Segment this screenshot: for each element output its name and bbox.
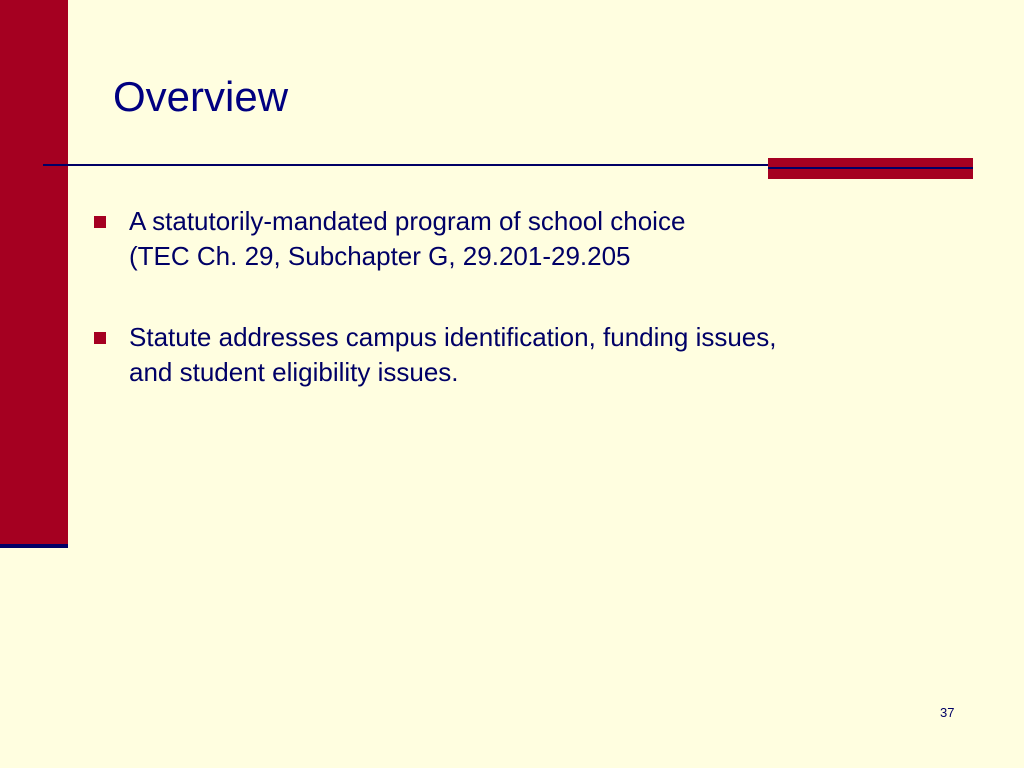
bullet-text-line: (TEC Ch. 29, Subchapter G, 29.201-29.205 bbox=[129, 241, 631, 271]
title-accent-line bbox=[768, 167, 973, 169]
bullet-text-line: A statutorily-mandated program of school choice bbox=[129, 206, 686, 236]
square-bullet-icon bbox=[94, 216, 106, 228]
slide-title: Overview bbox=[113, 73, 289, 120]
left-accent-bar bbox=[0, 0, 68, 545]
page-number: 37 bbox=[940, 705, 955, 720]
left-accent-underline bbox=[0, 544, 68, 548]
bullet-item bbox=[93, 320, 973, 390]
bullet-text-line: and student eligibility issues. bbox=[129, 357, 459, 387]
bullet-list bbox=[93, 204, 973, 436]
square-bullet-icon bbox=[94, 332, 106, 344]
bullet-text-line: Statute addresses campus identification, funding issues, bbox=[129, 322, 777, 352]
bullet-item bbox=[93, 204, 973, 274]
